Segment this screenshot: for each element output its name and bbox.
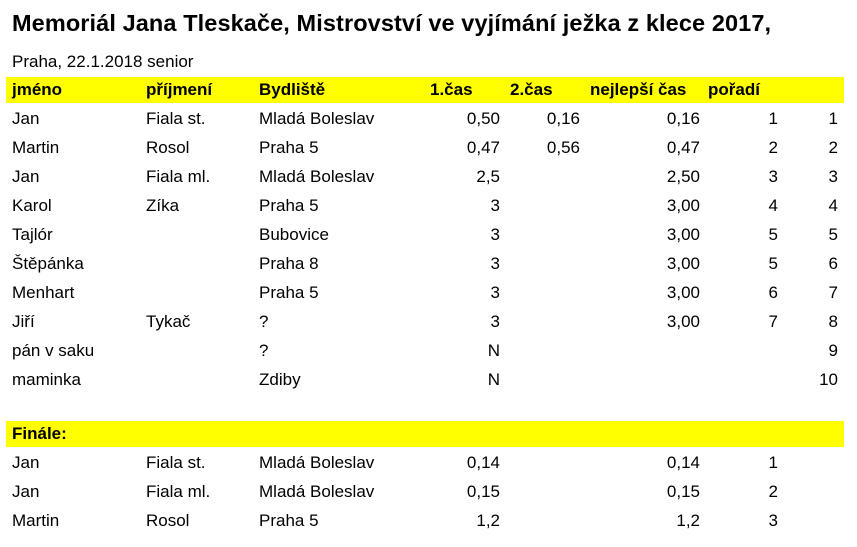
- cell-rank: 5: [768, 254, 778, 273]
- cell-time1: 3: [490, 225, 500, 244]
- table-row: [0, 192, 857, 221]
- cell-order-number: 2: [828, 138, 838, 157]
- page-subtitle: Praha, 22.1.2018 senior: [12, 52, 194, 71]
- cell-last-name: Rosol: [146, 511, 190, 530]
- cell-rank: 6: [768, 283, 778, 302]
- cell-residence: Praha 5: [259, 138, 319, 157]
- cell-first-name: Martin: [12, 511, 60, 530]
- header-residence: Bydliště: [259, 80, 326, 99]
- cell-time1: 3: [490, 254, 500, 273]
- cell-time1: 0,14: [466, 453, 500, 472]
- cell-order-number: 10: [819, 370, 838, 389]
- cell-order-number: 4: [828, 196, 838, 215]
- cell-order-number: 8: [828, 312, 838, 331]
- cell-time1: 0,47: [466, 138, 500, 157]
- cell-rank: 2: [768, 138, 778, 157]
- cell-first-name: Štěpánka: [12, 254, 84, 273]
- cell-time1: 0,15: [466, 482, 500, 501]
- cell-last-name: Fiala ml.: [146, 167, 211, 186]
- cell-first-name: maminka: [12, 370, 81, 389]
- cell-first-name: Jan: [12, 453, 40, 472]
- cell-rank: 1: [768, 453, 778, 472]
- cell-best-time: 3,00: [666, 225, 700, 244]
- cell-time1: 0,50: [466, 109, 500, 128]
- cell-best-time: 1,2: [676, 511, 700, 530]
- cell-best-time: 3,00: [666, 254, 700, 273]
- header-last-name: příjmení: [146, 80, 213, 99]
- cell-rank: 7: [768, 312, 778, 331]
- cell-last-name: Fiala st.: [146, 453, 206, 472]
- cell-first-name: Jiří: [12, 312, 35, 331]
- table-row: [0, 105, 857, 134]
- header-rank: pořadí: [708, 80, 760, 99]
- cell-first-name: Tajlór: [12, 225, 53, 244]
- header-time2: 2.čas: [510, 80, 553, 99]
- header-first-name: jméno: [12, 80, 63, 99]
- cell-first-name: Martin: [12, 138, 60, 157]
- table-row: [0, 507, 857, 536]
- table-row: [0, 478, 857, 507]
- cell-rank: 1: [768, 109, 778, 128]
- cell-time1: 3: [490, 283, 500, 302]
- cell-residence: Mladá Boleslav: [259, 453, 375, 472]
- cell-residence: ?: [259, 341, 269, 360]
- cell-time1: 2,5: [476, 167, 500, 186]
- cell-time1: N: [487, 341, 500, 360]
- cell-best-time: 3,00: [666, 196, 700, 215]
- cell-residence: Praha 5: [259, 283, 319, 302]
- cell-time2: 0,16: [546, 109, 580, 128]
- cell-rank: 2: [768, 482, 778, 501]
- cell-order-number: 3: [828, 167, 838, 186]
- cell-order-number: 9: [828, 341, 838, 360]
- table-row: [0, 308, 857, 337]
- cell-first-name: Jan: [12, 109, 40, 128]
- table-row: [0, 449, 857, 478]
- header-time1: 1.čas: [430, 80, 473, 99]
- table-row: [0, 221, 857, 250]
- cell-first-name: Jan: [12, 482, 40, 501]
- cell-first-name: Karol: [12, 196, 52, 215]
- table-row: [0, 163, 857, 192]
- cell-order-number: 6: [828, 254, 838, 273]
- table-row: [0, 279, 857, 308]
- cell-last-name: Rosol: [146, 138, 190, 157]
- table-row: [0, 134, 857, 163]
- page-title: Memoriál Jana Tleskače, Mistrovství ve vyjímání ježka z klece 2017,: [12, 10, 772, 36]
- cell-rank: 5: [768, 225, 778, 244]
- cell-rank: 3: [768, 167, 778, 186]
- cell-best-time: 0,14: [666, 453, 700, 472]
- cell-best-time: 0,16: [666, 109, 700, 128]
- cell-residence: ?: [259, 312, 269, 331]
- cell-best-time: 2,50: [666, 167, 700, 186]
- cell-time1: 3: [490, 312, 500, 331]
- cell-order-number: 7: [828, 283, 838, 302]
- cell-first-name: Menhart: [12, 283, 75, 302]
- table-header: [0, 76, 857, 105]
- cell-time1: N: [487, 370, 500, 389]
- cell-rank: 3: [768, 511, 778, 530]
- cell-residence: Praha 5: [259, 511, 319, 530]
- cell-last-name: Tykač: [146, 312, 191, 331]
- cell-residence: Praha 5: [259, 196, 319, 215]
- cell-residence: Bubovice: [259, 225, 329, 244]
- cell-first-name: pán v saku: [12, 341, 95, 360]
- header-best-time: nejlepší čas: [590, 80, 687, 99]
- cell-time1: 3: [490, 196, 500, 215]
- cell-best-time: 0,47: [666, 138, 700, 157]
- cell-residence: Mladá Boleslav: [259, 482, 375, 501]
- table-row: [0, 337, 857, 366]
- cell-rank: 4: [768, 196, 778, 215]
- final-label: Finále:: [12, 424, 67, 443]
- cell-last-name: Fiala st.: [146, 109, 206, 128]
- cell-residence: Praha 8: [259, 254, 319, 273]
- cell-order-number: 5: [828, 225, 838, 244]
- cell-residence: Mladá Boleslav: [259, 109, 375, 128]
- cell-time1: 1,2: [476, 511, 500, 530]
- cell-last-name: Zíka: [146, 196, 180, 215]
- cell-best-time: 0,15: [666, 482, 700, 501]
- cell-time2: 0,56: [546, 138, 580, 157]
- cell-last-name: Fiala ml.: [146, 482, 211, 501]
- cell-best-time: 3,00: [666, 283, 700, 302]
- table-row: [0, 250, 857, 279]
- cell-residence: Zdiby: [259, 370, 301, 389]
- cell-order-number: 1: [828, 109, 838, 128]
- table-row: [0, 366, 857, 395]
- cell-first-name: Jan: [12, 167, 40, 186]
- cell-best-time: 3,00: [666, 312, 700, 331]
- cell-residence: Mladá Boleslav: [259, 167, 375, 186]
- final-header: [0, 420, 857, 449]
